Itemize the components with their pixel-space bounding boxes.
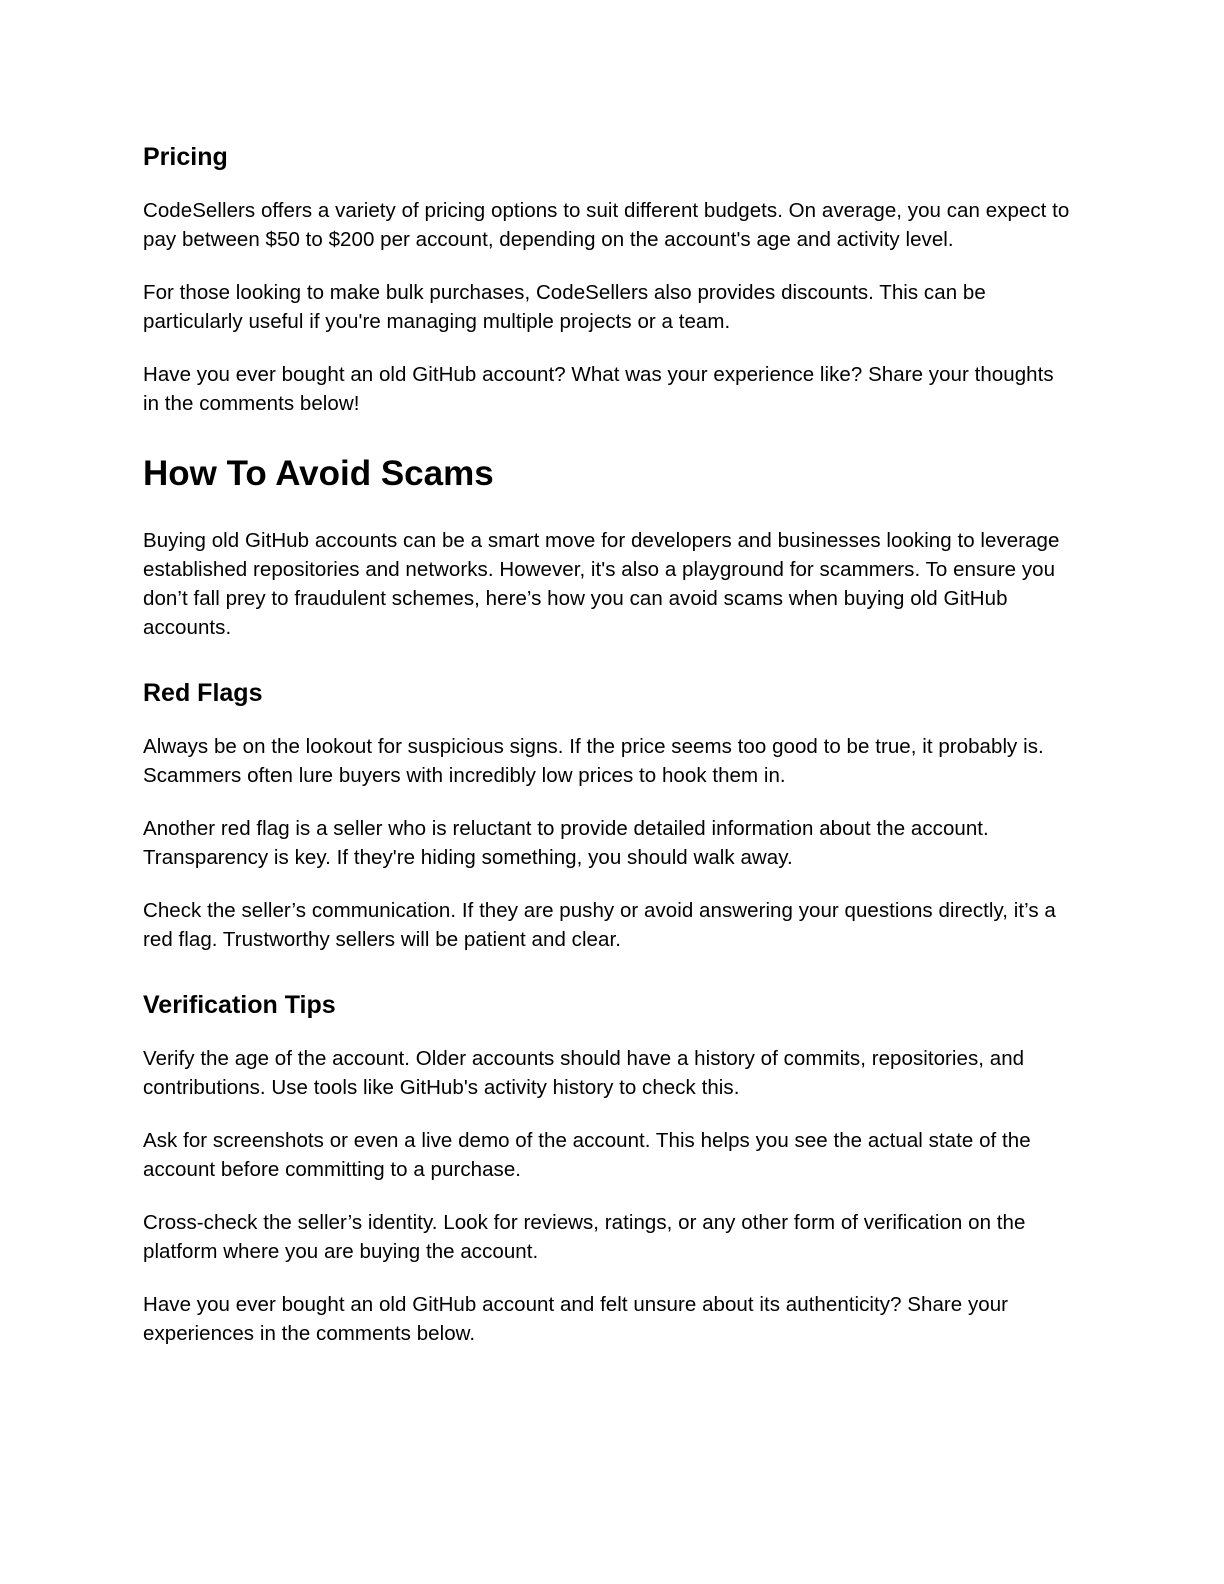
paragraph-avoid-scams-1: Buying old GitHub accounts can be a smart move for developers and businesses looking to leverage established repositories and networks. However, it's also a playground for scammers. To ensure you don’t fall prey to fraudulent schemes, here’s how you can avoid scams when buying old GitHub accounts. — [143, 529, 1060, 639]
paragraph-verification-1: Verify the age of the account. Older accounts should have a history of commits, repositories, and contributions. Use tools like GitHub's activity history to check this. — [143, 1047, 1025, 1099]
paragraph-verification-2: Ask for screenshots or even a live demo of the account. This helps you see the actual state of the account before committing to a purchase. — [143, 1129, 1031, 1181]
paragraph-verification-4: Have you ever bought an old GitHub account and felt unsure about its authenticity? Share your experiences in the comments below. — [143, 1293, 1009, 1345]
paragraph-red-flags-1: Always be on the lookout for suspicious signs. If the price seems too good to be true, it probably is. Scammers often lure buyers with incredibly low prices to hook them in. — [143, 735, 1044, 787]
document-page — [143, 140, 1073, 1372]
heading-how-to-avoid-scams: How To Avoid Scams — [143, 454, 494, 493]
paragraph-red-flags-3: Check the seller’s communication. If they are pushy or avoid answering your questions directly, it’s a red flag. Trustworthy sellers will be patient and clear. — [143, 899, 1056, 951]
heading-verification-tips: Verification Tips — [143, 991, 336, 1019]
heading-red-flags: Red Flags — [143, 679, 263, 707]
paragraph-pricing-3: Have you ever bought an old GitHub account? What was your experience like? Share your thoughts in the comments below! — [143, 363, 1054, 415]
paragraph-verification-3: Cross-check the seller’s identity. Look for reviews, ratings, or any other form of verification on the platform where you are buying the account. — [143, 1211, 1026, 1263]
paragraph-red-flags-2: Another red flag is a seller who is reluctant to provide detailed information about the account. Transparency is key. If they're hiding something, you should walk away. — [143, 817, 989, 869]
paragraph-pricing-2: For those looking to make bulk purchases, CodeSellers also provides discounts. This can be particularly useful if you're managing multiple projects or a team. — [143, 281, 986, 333]
paragraph-pricing-1: CodeSellers offers a variety of pricing options to suit different budgets. On average, you can expect to pay between $50 to $200 per account, depending on the account's age and activity level. — [143, 199, 1070, 251]
heading-pricing: Pricing — [143, 143, 228, 171]
